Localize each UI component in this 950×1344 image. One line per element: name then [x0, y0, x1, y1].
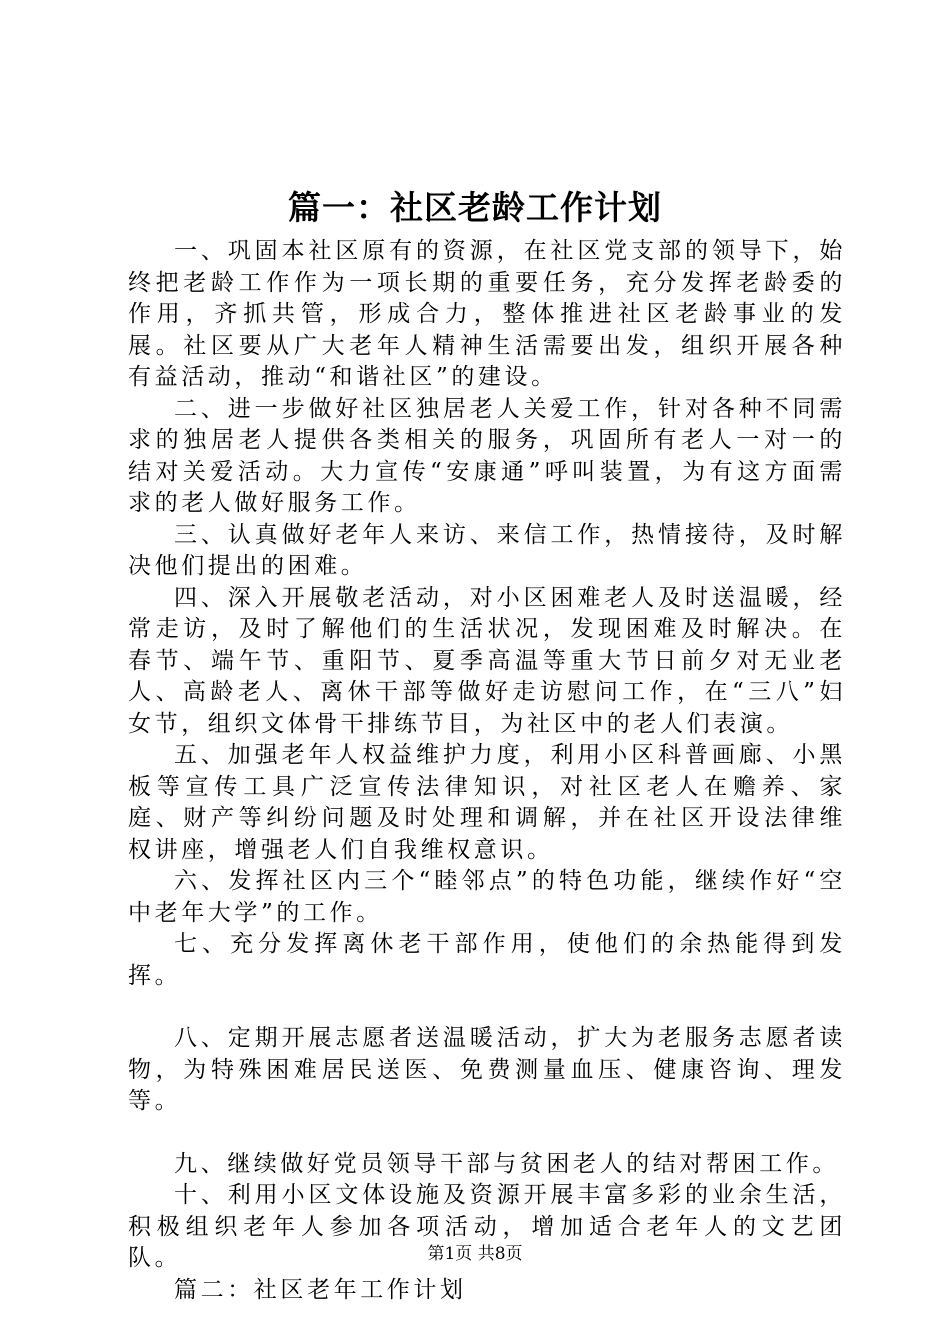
section-heading-2: 篇二：社区老年工作计划: [174, 1276, 467, 1303]
paragraph-8: 八、定期开展志愿者送温暖活动，扩大为老服务志愿者读物，为特殊困难居民送医、免费测量血压、健康咨询、理发等。: [128, 1025, 846, 1114]
document-title: 篇一：社区老龄工作计划: [288, 188, 662, 227]
page-footer: 第1页 共8页: [427, 1244, 523, 1264]
paragraph-7: 七、充分发挥离休老干部作用，使他们的余热能得到发挥。: [128, 931, 846, 989]
paragraph-3: 三、认真做好老年人来访、来信工作，热情接待，及时解决他们提出的困难。: [128, 521, 846, 579]
paragraph-1: 一、巩固本社区原有的资源，在社区党支部的领导下，始终把老龄工作作为一项长期的重要任务，充分发挥老龄委的作用，齐抓共管，形成合力，整体推进社区老龄事业的发展。社区要从广大老年人精神生活需要出发，组织开展各种有益活动，推动“和谐社区”的建设。: [128, 238, 846, 390]
paragraph-5: 五、加强老年人权益维护力度，利用小区科普画廊、小黑板等宣传工具广泛宣传法律知识，对社区老人在赡养、家庭、财产等纠纷问题及时处理和调解，并在社区开设法律维权讲座，增强老人们自我维权意识。: [128, 742, 846, 863]
paragraph-4: 四、深入开展敬老活动，对小区困难老人及时送温暖，经常走访，及时了解他们的生活状况，发现困难及时解决。在春节、端午节、重阳节、夏季高温等重大节日前夕对无业老人、高龄老人、离休干部等做好走访慰问工作，在“三八”妇女节，组织文体骨干排练节目，为社区中的老人们表演。: [128, 584, 846, 737]
paragraph-2: 二、进一步做好社区独居老人关爱工作，针对各种不同需求的独居老人提供各类相关的服务，巩固所有老人一对一的结对关爱活动。大力宣传“安康通”呼叫装置，为有这方面需求的老人做好服务工作。: [128, 395, 846, 516]
paragraph-10: 十、利用小区文体设施及资源开展丰富多彩的业余生活，积极组织老年人参加各项活动，增加适合老年人的文艺团队。: [128, 1182, 846, 1271]
paragraph-6: 六、发挥社区内三个“睦邻点”的特色功能，继续作好“空中老年大学”的工作。: [128, 868, 846, 926]
document-body: [128, 236, 846, 1306]
paragraph-9: 九、继续做好党员领导干部与贫困老人的结对帮困工作。: [174, 1150, 839, 1177]
